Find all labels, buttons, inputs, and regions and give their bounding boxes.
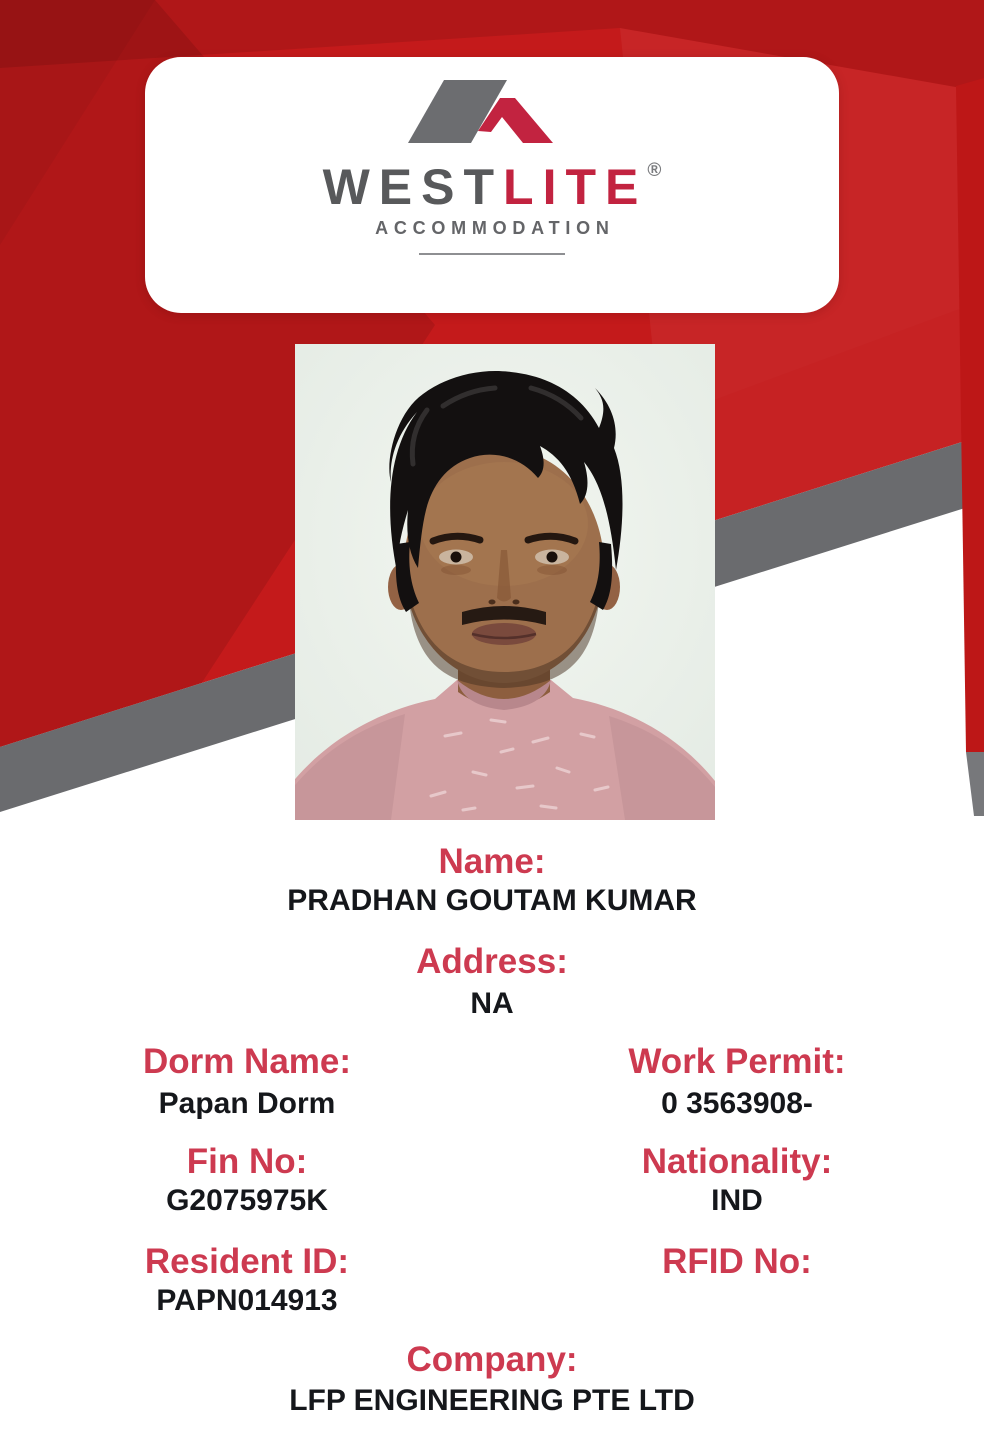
address-label: Address: — [416, 942, 568, 981]
info-column-right — [500, 0, 974, 1448]
resident-id-value: PAPN014913 — [156, 1284, 338, 1317]
info-column-left — [10, 0, 484, 1448]
name-label: Name: — [438, 842, 546, 881]
nationality-label: Nationality: — [641, 1142, 833, 1181]
company-label: Company: — [406, 1340, 578, 1379]
name-value: PRADHAN GOUTAM KUMAR — [287, 884, 697, 917]
company-value: LFP ENGINEERING PTE LTD — [289, 1384, 695, 1417]
fin-no-label: Fin No: — [186, 1142, 308, 1181]
dorm-name-value: Papan Dorm — [158, 1087, 336, 1120]
brand-word-lite: LITE — [503, 159, 648, 215]
nationality-value: IND — [711, 1184, 763, 1217]
dorm-name-label: Dorm Name: — [142, 1042, 352, 1081]
resident-id-label: Resident ID: — [144, 1242, 350, 1281]
fin-no-value: G2075975K — [166, 1184, 328, 1217]
brand-tagline: ACCOMMODATION — [375, 218, 615, 238]
work-permit-value: 0 3563908- — [661, 1087, 813, 1120]
address-value: NA — [470, 987, 514, 1020]
work-permit-label: Work Permit: — [628, 1042, 846, 1081]
brand-word-west: WEST — [322, 159, 504, 215]
registered-mark: ® — [647, 160, 662, 181]
rfid-no-label: RFID No: — [662, 1242, 812, 1281]
